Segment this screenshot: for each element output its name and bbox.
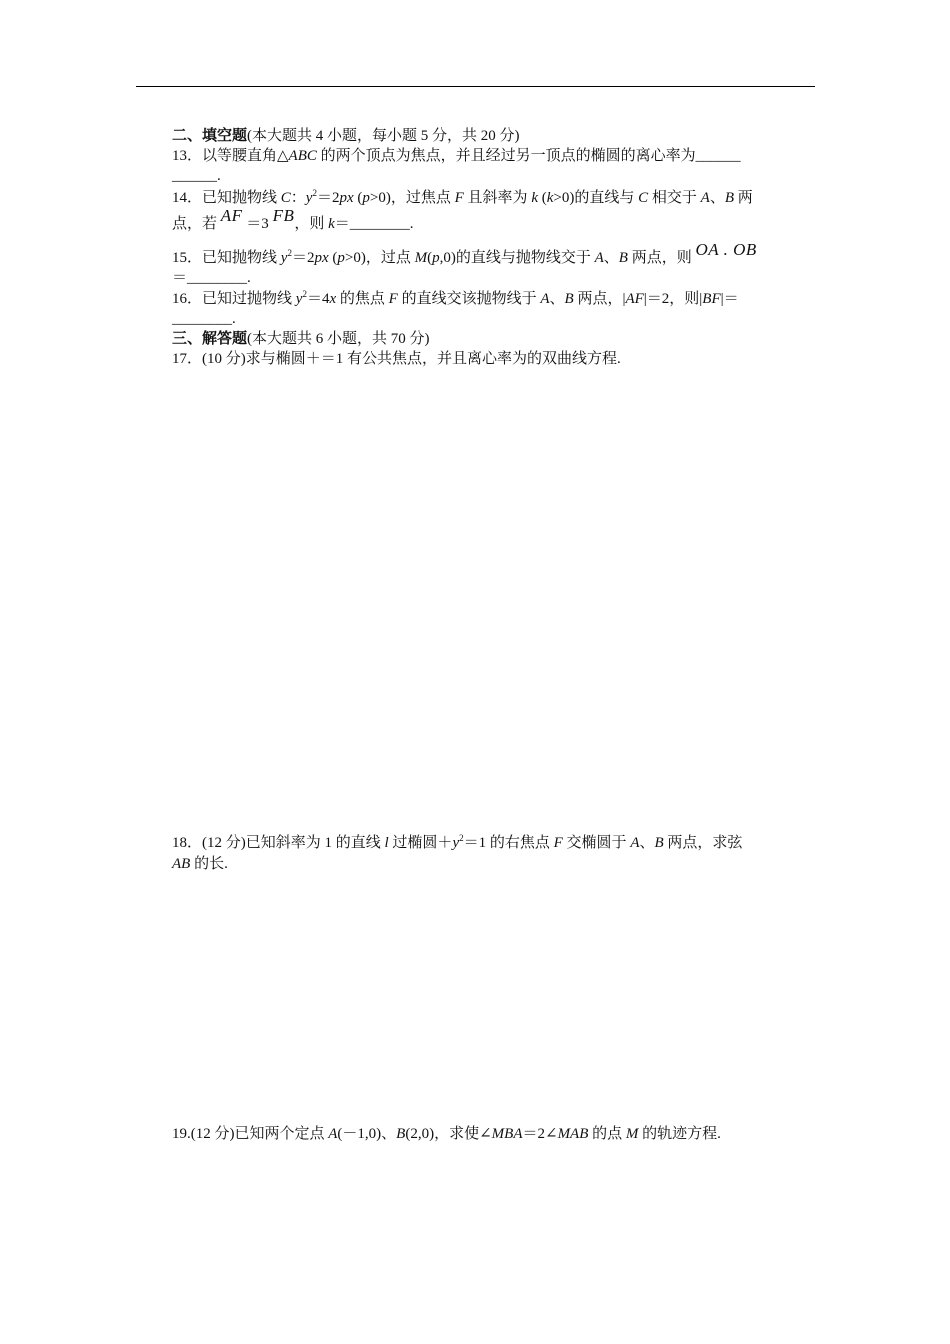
vector-dot-product: OA . OB (695, 240, 757, 259)
question-16-cont (172, 309, 815, 329)
q14-var: F (454, 190, 464, 206)
q16-text: ＝4 (306, 291, 330, 307)
q15-var: M (414, 250, 428, 266)
q17-text: 17．(10 分)求与椭圆＋＝1 有公共焦点，并且离心率为的双曲线方程. (172, 351, 621, 367)
q15-blank: ＝________. (172, 270, 251, 286)
q13-text: 13．以等腰直角△ (172, 148, 289, 164)
q16-var: A (540, 291, 550, 307)
q19-var: MAB (557, 1126, 589, 1142)
q14-text: >0)的直线与 (553, 190, 639, 206)
section-title: 三、解答题 (172, 331, 248, 347)
section-fill-heading (172, 126, 815, 146)
q13-triangle: ABC (288, 148, 317, 164)
q16-var: AF (625, 291, 644, 307)
q14-var: y (305, 190, 313, 206)
q15-var: y (280, 250, 288, 266)
q14-text: ＝2 (316, 190, 340, 206)
q14-var: k (546, 190, 554, 206)
q15-exponent: 2 (287, 248, 292, 258)
q14-text: ( (353, 190, 363, 206)
q18-var: AB (172, 856, 191, 872)
q14-var: k (328, 216, 335, 232)
q19-var: A (328, 1126, 338, 1142)
q14-var: B (724, 190, 735, 206)
q13-blank: ______. (172, 168, 221, 184)
q19-text: (－1,0)、 (337, 1126, 397, 1142)
q15-text: ,0)的直线与抛物线交于 (439, 250, 595, 266)
q18-var: y (452, 835, 460, 851)
section-answer-heading (172, 329, 815, 349)
q19-var: M (625, 1126, 639, 1142)
q15-var: B (618, 250, 628, 266)
q19-text: 的轨迹方程. (638, 1126, 721, 1142)
q16-text: 的焦点 (336, 291, 389, 307)
q14-text: 14．已知抛物线 (172, 190, 281, 206)
q16-text: 、 (549, 291, 565, 307)
q15-text: >0)，过点 (344, 250, 415, 266)
q18-text: 交椭圆于 (562, 835, 631, 851)
q16-var: B (564, 291, 574, 307)
q16-exponent: 2 (302, 289, 307, 299)
q14-text: 相交于 (648, 190, 701, 206)
q18-text: 过椭圆＋ (388, 835, 453, 851)
q14-text: >0)，过焦点 (369, 190, 455, 206)
q16-text: 的直线交该抛物线于 (397, 291, 541, 307)
q18-var: l (384, 835, 389, 851)
section-title: 二、填空题 (172, 128, 248, 144)
question-16 (172, 289, 815, 309)
q19-text: 19.(12 分)已知两个定点 (172, 1126, 329, 1142)
q14-text: 点，若 (172, 216, 221, 232)
vector-fb: FB (272, 206, 295, 225)
q18-text: ＝1 的右焦点 (463, 835, 554, 851)
q14-exponent: 2 (312, 188, 317, 198)
question-15 (172, 240, 815, 268)
q19-text: (2,0)，求使∠ (405, 1126, 492, 1142)
q14-var: px (339, 190, 354, 206)
q15-var: p (337, 250, 345, 266)
q14-text: ： (290, 190, 306, 206)
question-14 (172, 188, 815, 208)
q16-text: |＝ (720, 291, 739, 307)
q16-text: 两点，| (573, 291, 626, 307)
q15-var: p (432, 250, 440, 266)
q16-var: BF (702, 291, 721, 307)
q16-text: 16．已知过抛物线 (172, 291, 296, 307)
q15-var: A (594, 250, 604, 266)
q14-var: C (638, 190, 649, 206)
q14-blank: ＝________. (334, 216, 414, 232)
q19-text: ＝2∠ (522, 1126, 558, 1142)
q18-exponent: 2 (459, 833, 464, 843)
q15-text: 、 (603, 250, 619, 266)
q18-var: B (654, 835, 664, 851)
section-note: (本大题共 4 小题，每小题 5 分，共 20 分) (247, 128, 520, 144)
question-17 (172, 349, 815, 369)
q15-text: ＝2 (291, 250, 315, 266)
question-18-cont (172, 854, 815, 874)
q13-text-2: 的两个顶点为焦点，并且经过另一顶点的椭圆的离心率为______ (316, 148, 741, 164)
q14-var: k (531, 190, 538, 206)
q14-text: 两 (734, 190, 753, 206)
q19-text: 的点 (588, 1126, 626, 1142)
header-rule (136, 86, 815, 87)
q16-text: |＝2，则| (643, 291, 703, 307)
vector-af: AF (220, 206, 243, 225)
q15-text: ( (427, 250, 433, 266)
question-15-cont (172, 268, 815, 288)
q18-text: 18．(12 分)已知斜率为 1 的直线 (172, 835, 385, 851)
q16-blank: ________. (172, 311, 236, 327)
question-18 (172, 833, 815, 853)
q19-var: B (396, 1126, 406, 1142)
q14-var: p (362, 190, 370, 206)
question-14-cont (172, 206, 815, 234)
q18-text: 、 (639, 835, 655, 851)
question-13-cont (172, 166, 815, 186)
q14-var: A (700, 190, 710, 206)
q18-var: F (553, 835, 563, 851)
q14-text: ( (537, 190, 547, 206)
q18-var: A (630, 835, 640, 851)
q14-text: 且斜率为 (463, 190, 532, 206)
q14-text: ，则 (294, 216, 329, 232)
q16-var: y (295, 291, 303, 307)
section-note: (本大题共 6 小题，共 70 分) (247, 331, 430, 347)
q14-text: 、 (709, 190, 725, 206)
q15-text: ( (328, 250, 338, 266)
q18-text: 的长. (190, 856, 228, 872)
q16-var: x (329, 291, 337, 307)
q16-var: F (388, 291, 398, 307)
question-13 (172, 146, 815, 166)
question-19 (172, 1124, 815, 1144)
q15-text: 两点，则 (627, 250, 696, 266)
q15-text: 15．已知抛物线 (172, 250, 281, 266)
q18-text: 两点，求弦 (663, 835, 743, 851)
q19-var: MBA (491, 1126, 523, 1142)
q14-var: C (280, 190, 291, 206)
q14-text: ＝3 (242, 216, 273, 232)
q15-var: px (314, 250, 329, 266)
